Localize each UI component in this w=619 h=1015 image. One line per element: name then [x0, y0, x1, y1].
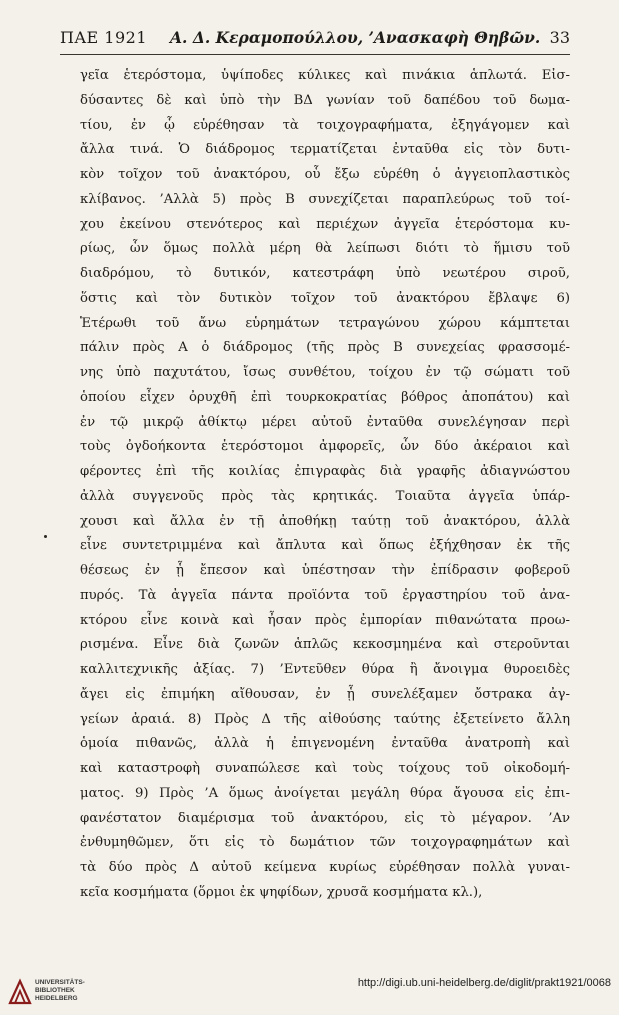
text-line: καλλιτεχνικῆς ἀξίας. 7) ’Εντεῦθεν θύρα ἢ ἄνοιγμα θυροειδὲς	[80, 662, 570, 677]
text-line: ρισμένα. Εἶνε διὰ ζωνῶν ἁπλῶς κεκοσμημένα καὶ στεροῦνται	[80, 637, 570, 653]
text-line: ὅστις καὶ τὸν δυτικὸν τοῖχον τοῦ ἀνακτόρου ἔβλαψε 6)	[80, 290, 570, 306]
text-line: ἐν τῷ μικρῷ ἀθίκτῳ μέρει αὐτοῦ ἐνταῦθα συνελέγησαν περὶ	[80, 414, 570, 430]
text-line: τοὺς ὀγδοήκοντα ἑτερόστομοι ἀμφορεῖς, ὧν δύο ἀκέραιοι καὶ	[80, 439, 570, 455]
text-line: ὁποίου εἶχεν ὀρυχθῆ ἐπὶ τουρκοκρατίας βόθρος ἀποπάτου) καὶ	[80, 389, 570, 405]
text-line: νης ὑπὸ παχυτάτου, ἴσως συνθέτου, τοίχου ἐν τῷ σώματι τοῦ	[80, 365, 570, 380]
text-line: τὰ δύο πρὸς Δ αὐτοῦ κείμενα κυρίως εὑρέθησαν πολλὰ γυναι-	[80, 860, 570, 875]
text-line: ἄλλα τινά. Ὁ διάδρομος τερματίζεται ἐνταῦθα εἰς τὸν δυτι-	[80, 142, 570, 158]
library-logo-icon	[8, 977, 32, 1005]
text-line: γείων ἀραιά. 8) Πρὸς Δ τῆς αἰθούσης ταύτης ἐξετείνετο ἄλλη	[80, 711, 570, 727]
text-line: κλίβανος. ’Αλλὰ 5) πρὸς Β συνεχίζεται παραπλεύρως τοῦ τοί-	[80, 191, 570, 207]
running-header	[60, 28, 570, 52]
header-rule	[60, 54, 570, 55]
text-line: κτόρου εἶνε κοινὰ καὶ ἦσαν πρὸς ἐμπορίαν πιθανώτατα προω-	[80, 612, 570, 628]
text-line: Ἑτέρωθι τοῦ ἄνω εὑρημάτων τετραγώνου χώρου κάμπτεται	[80, 315, 570, 331]
library-name	[35, 979, 85, 1003]
library-name-line: UNIVERSITÄTS-	[35, 979, 85, 986]
text-line: γεῖα ἑτερόστομα, ὑψίποδες κύλικες καὶ πινάκια ἁπλωτά. Εἰσ-	[80, 68, 570, 83]
text-line: κεῖα κοσμήματα (ὅρμοι ἐκ ψηφίδων, χρυσᾶ κοσμήματα κλ.),	[80, 884, 483, 900]
text-line: φανέστατον διαμέρισμα τοῦ ἀνακτόρου, εἰς τὸ μέγαρον. ’Αν	[80, 810, 570, 826]
body-text	[80, 64, 570, 906]
article-title: Α. Δ. Κεραμοπούλλου, ’Ανασκαφὴ Θηβῶν.	[170, 28, 541, 47]
text-line: ρίως, ὧν ὅμως πολλὰ μέρη θὰ λείπωσι διότι τὸ ἥμισυ τοῦ	[80, 241, 570, 257]
text-line: εἶνε συντετριμμένα καὶ ἄπλυτα καὶ ὅπως ἐξήχθησαν ἐκ τῆς	[80, 538, 570, 554]
text-line: καὶ καταστροφὴ συναπώλεσε καὶ τοὺς τοίχους τοῦ οἰκοδομή-	[80, 761, 570, 776]
text-line: δύσαντες δὲ καὶ ὑπὸ τὴν ΒΔ γωνίαν τοῦ δαπέδου τοῦ δωμα-	[80, 92, 570, 108]
text-line: χου ἐκείνου στενότερος καὶ περιέχων ἀγγεῖα ἑτερόστομα κυ-	[80, 216, 570, 232]
text-line: ὁμοία πιθανῶς, ἀλλὰ ἡ ἐπιγενομένη ἐνταῦθα ἀνατροπὴ καὶ	[80, 736, 570, 752]
library-name-line: HEIDELBERG	[35, 995, 78, 1002]
text-line: πάλιν πρὸς Α ὁ διάδρομος (τῆς πρὸς Β συνεχείας φρασσομέ-	[80, 340, 570, 356]
text-line: ἐνθυμηθῶμεν, ὅτι εἰς τὸ δωμάτιον τῶν τοιχογραφημάτων καὶ	[80, 835, 570, 851]
text-line: θέσεως ἐν ᾗ ἔπεσον καὶ ὑπέστησαν τὴν ἐπίδρασιν φοβεροῦ	[80, 563, 570, 578]
source-url-link[interactable]: http://digi.ub.uni-heidelberg.de/diglit/prakt1921/0068	[357, 977, 611, 989]
text-line: πυρός. Τὰ ἀγγεῖα πάντα προϊόντα τοῦ ἐργαστηρίου τοῦ ἀνα-	[80, 587, 570, 603]
text-line: ἀλλὰ συγγενοῦς πρὸς τὰς κρητικάς. Τοιαῦτα ἀγγεῖα ὑπάρ-	[80, 488, 570, 504]
journal-reference: ΠΑΕ 1921	[60, 28, 147, 47]
text-line: τίου, ἐν ᾧ εὑρέθησαν τὰ τοιχογραφήματα, ἐξηγάγομεν καὶ	[80, 117, 570, 133]
text-line: φέροντες ἐπὶ τῆς κοιλίας ἐπιγραφὰς διὰ γραφῆς ἀδιαγνώστου	[80, 464, 570, 479]
page-number: 33	[549, 28, 570, 47]
text-line: κὸν τοῖχον τοῦ ἀνακτόρου, οὗ ἔξω εὑρέθη ὁ ἀγγειοπλαστικὸς	[80, 167, 570, 182]
library-name-line: BIBLIOTHEK	[35, 987, 75, 994]
text-line: διαδρόμου, τὸ δυτικόν, κατεστράφη ὑπὸ νεωτέρου σιροῦ,	[80, 266, 570, 281]
margin-dot	[44, 535, 47, 538]
text-line: ματος. 9) Πρὸς ’Α ὅμως ἀνοίγεται μεγάλη θύρα ἄγουσα εἰς ἐπι-	[80, 785, 570, 801]
footer	[0, 965, 619, 1015]
text-line: χουσι καὶ ἄλλα ἐν τῇ ἀποθήκῃ ταύτῃ τοῦ ἀνακτόρου, ἀλλὰ	[80, 513, 570, 529]
text-line: ἄγει εἰς ἐπιμήκη αἴθουσαν, ἐν ᾗ συνελέξαμεν ὄστρακα ἀγ-	[80, 686, 570, 702]
